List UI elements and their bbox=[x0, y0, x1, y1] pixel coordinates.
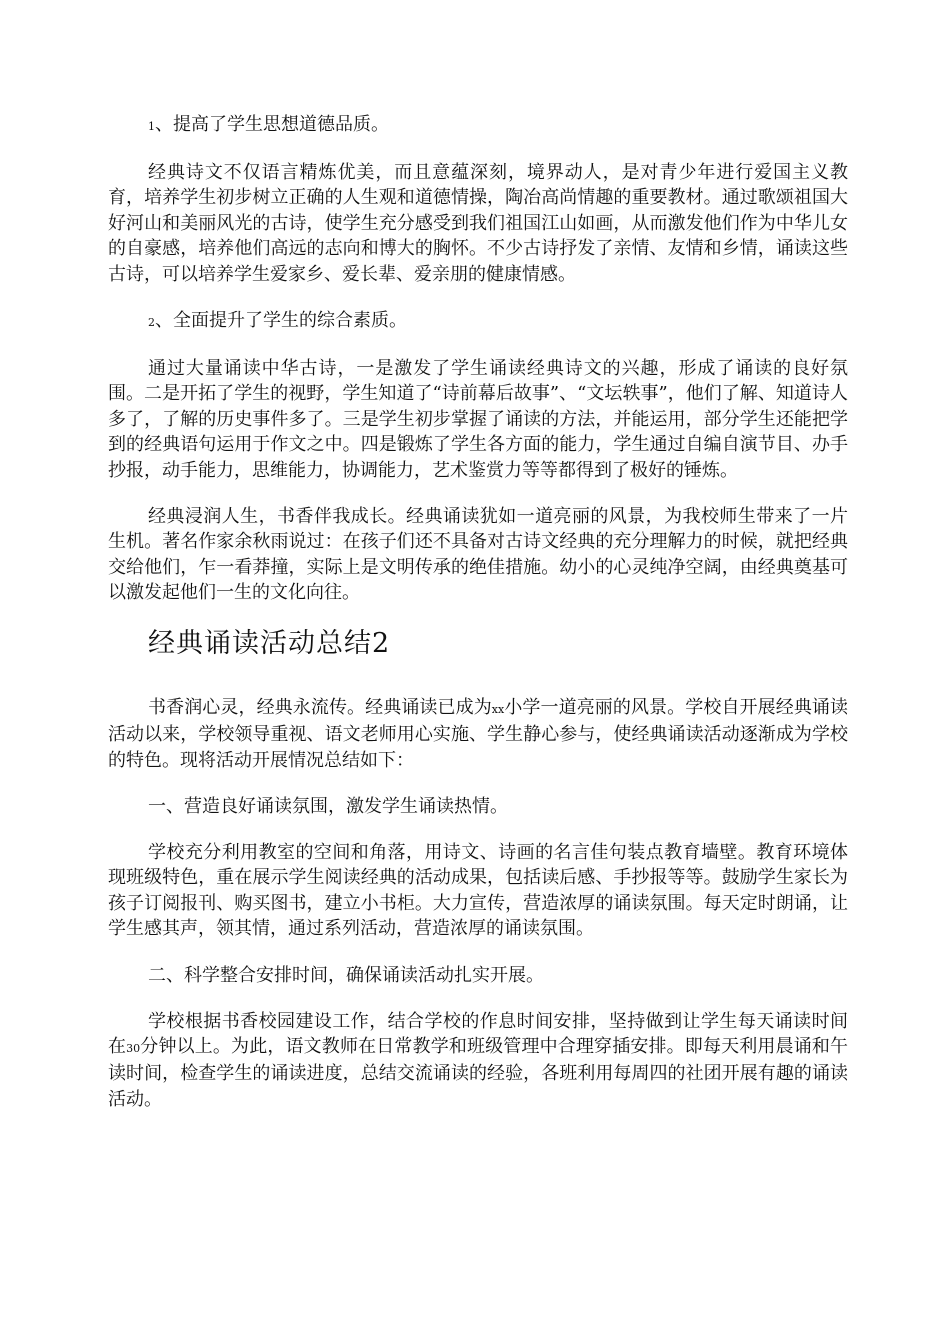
paragraph bbox=[108, 1009, 848, 1113]
item-number: 1 bbox=[148, 120, 155, 133]
section-heading: 一、营造良好诵读氛围，激发学生诵读热情。 bbox=[148, 795, 508, 817]
item-number: 2 bbox=[148, 316, 155, 330]
paragraph bbox=[108, 695, 848, 773]
item-text: 、全面提升了学生的综合素质。 bbox=[155, 310, 407, 332]
text-run-small: 30 bbox=[126, 1041, 141, 1055]
text-run: 书香润心灵，经典永流传。经典诵读已成为 bbox=[148, 696, 492, 718]
document-title: 经典诵读活动总结2 bbox=[148, 627, 391, 659]
paragraph: 学校充分利用教室的空间和角落，用诗文、诗画的名言佳句装点教育墙壁。教育环境体现班级特色，重在展示学生阅读经典的活动成果，包括读后感、手抄报等等。鼓励学生家长为孩子订阅报刊、购买图书，建立小书柜。大力宣传，营造浓厚的诵读氛围。每天定时朗诵，让学生感其声，领其情，通过系列活动，营造浓厚的诵读氛围。 bbox=[108, 841, 848, 940]
section-heading-1 bbox=[108, 112, 848, 139]
paragraph: 经典诗文不仅语言精炼优美，而且意蕴深刻，境界动人，是对青少年进行爱国主义教育，培养学生初步树立正确的人生观和道德情操，陶冶高尚情趣的重要教材。通过歌颂祖国大好河山和美丽风光的古诗，使学生充分感受到我们祖国江山如画，从而激发他们作为中华儿女的自豪感，培养他们高远的志向和博大的胸怀。不少古诗抒发了亲情、友情和乡情，诵读这些古诗，可以培养学生爱家乡、爱长辈、爱亲朋的健康情感。 bbox=[108, 162, 848, 285]
text-run: 学校根据书香校园建设工作，结合学校的作息时间安排，坚持做到让学生每天诵读时间在 bbox=[108, 1010, 848, 1057]
paragraph: 经典浸润人生，书香伴我成长。经典诵读犹如一道亮丽的风景，为我校师生带来了一片生机。著名作家余秋雨说过：在孩子们还不具备对古诗文经典的充分理解力的时候，就把经典交给他们，乍一看莽撞，实际上是文明传承的绝佳措施。幼小的心灵纯净空阔，由经典奠基可以激发起他们一生的文化向往。 bbox=[108, 506, 848, 604]
paragraph: 通过大量诵读中华古诗，一是激发了学生诵读经典诗文的兴趣，形成了诵读的良好氛围。二是开拓了学生的视野，学生知道了“诗前幕后故事”、“文坛轶事”，他们了解、知道诗人多了，了解的历史事件多了。三是学生初步掌握了诵读的方法，并能运用，部分学生还能把学到的经典语句运用于作文之中。四是锻炼了学生各方面的能力，学生通过自编自演节目、办手抄报，动手能力，思维能力，协调能力，艺术鉴赏力等等都得到了极好的锤炼。 bbox=[108, 358, 848, 481]
text-run: 小学一道亮丽的风景。学校自开展经典诵读活动以来，学校领导重视、语文老师用心实施、学生静心参与，使经典诵读活动逐渐成为学校的特色。现将活动开展情况总结如下： bbox=[108, 696, 849, 771]
text-run-small: xx bbox=[491, 702, 505, 716]
section-heading: 二、科学整合安排时间，确保诵读活动扎实开展。 bbox=[148, 964, 544, 986]
section-heading-2 bbox=[108, 308, 848, 335]
item-text: 、提高了学生思想道德品质。 bbox=[155, 114, 389, 135]
text-run: 分钟以上。为此，语文教师在日常教学和班级管理中合理穿插安排。即每天利用晨诵和午读时间，检查学生的诵读进度，总结交流诵读的经验，各班利用每周四的社团开展有趣的诵读活动。 bbox=[108, 1035, 849, 1110]
document-body bbox=[108, 112, 848, 1133]
